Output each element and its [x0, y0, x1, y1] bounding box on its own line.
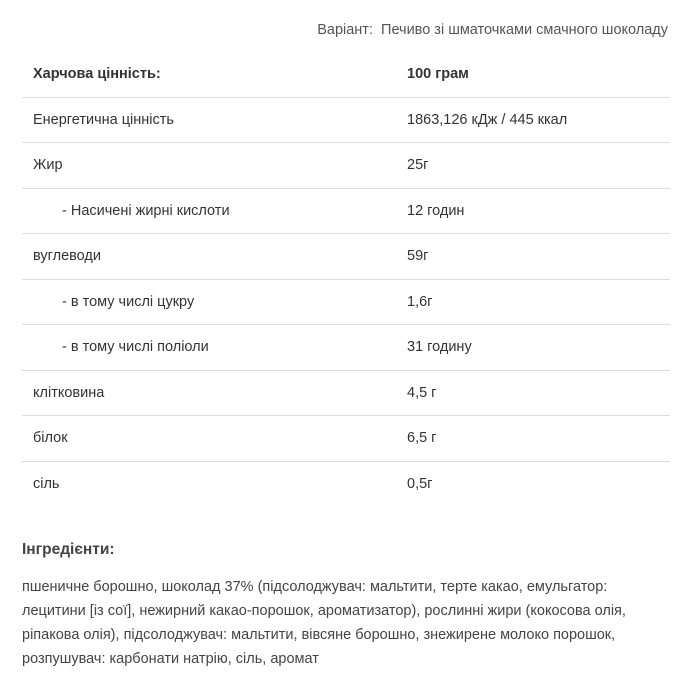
table-row [22, 370, 670, 416]
nutrient-value: 6,5 г [396, 416, 670, 462]
nutrient-value: 0,5г [407, 475, 433, 492]
nutrient-name: - в тому числі поліоли [22, 325, 396, 371]
table-row [22, 325, 670, 371]
nutrient-name: - Насичені жирні кислоти [22, 188, 396, 234]
nutrient-value: 31 годину [396, 325, 670, 371]
nutrient-value: 4,5 г [396, 370, 670, 416]
table-row [22, 416, 670, 462]
nutrient-name: - в тому числі цукру [22, 279, 396, 325]
table-row [22, 97, 670, 143]
nutrient-value: 12 годин [396, 188, 670, 234]
nutrient-value: 1,6г [396, 279, 670, 325]
nutrition-header-name: Харчова цінність: [22, 52, 396, 97]
table-row [22, 234, 670, 280]
nutrition-header-row [22, 52, 670, 97]
ingredients-text: пшеничне борошно, шоколад 37% (підсолоджувач: мальтити, терте какао, емульгатор: лецитини [із сої], нежирний какао-порошок, ароматизатор), рослинні жири (кокосова олія, ріпакова олія), підсолоджувач: мальтити, вівсяне борошно, знежирене молоко порошок, розпушувач: карбонати натрію, сіль, аромат [22, 579, 626, 667]
nutrient-value: 59г [396, 234, 670, 280]
nutrient-name: Енергетична цінність [22, 97, 396, 143]
nutrient-name: Жир [22, 143, 396, 189]
nutrient-value: 1863,126 кДж / 445 ккал [396, 97, 670, 143]
nutrition-header-value: 100 грам [396, 52, 670, 97]
nutrient-value: 25г [396, 143, 670, 189]
table-row [22, 279, 670, 325]
nutrition-table [22, 52, 670, 506]
table-row [22, 188, 670, 234]
variant-value: Печиво зі шматочками смачного шоколаду [381, 22, 668, 38]
variant-line [317, 22, 668, 38]
nutrient-name: вуглеводи [22, 234, 396, 280]
table-row [22, 461, 670, 506]
variant-label: Варіант: [317, 22, 373, 38]
nutrient-name: білок [22, 416, 396, 462]
table-row [22, 143, 670, 189]
nutrient-name: клітковина [22, 370, 396, 416]
nutrient-name: сіль [33, 475, 60, 492]
ingredients-heading: Інгредієнти: [22, 541, 115, 558]
